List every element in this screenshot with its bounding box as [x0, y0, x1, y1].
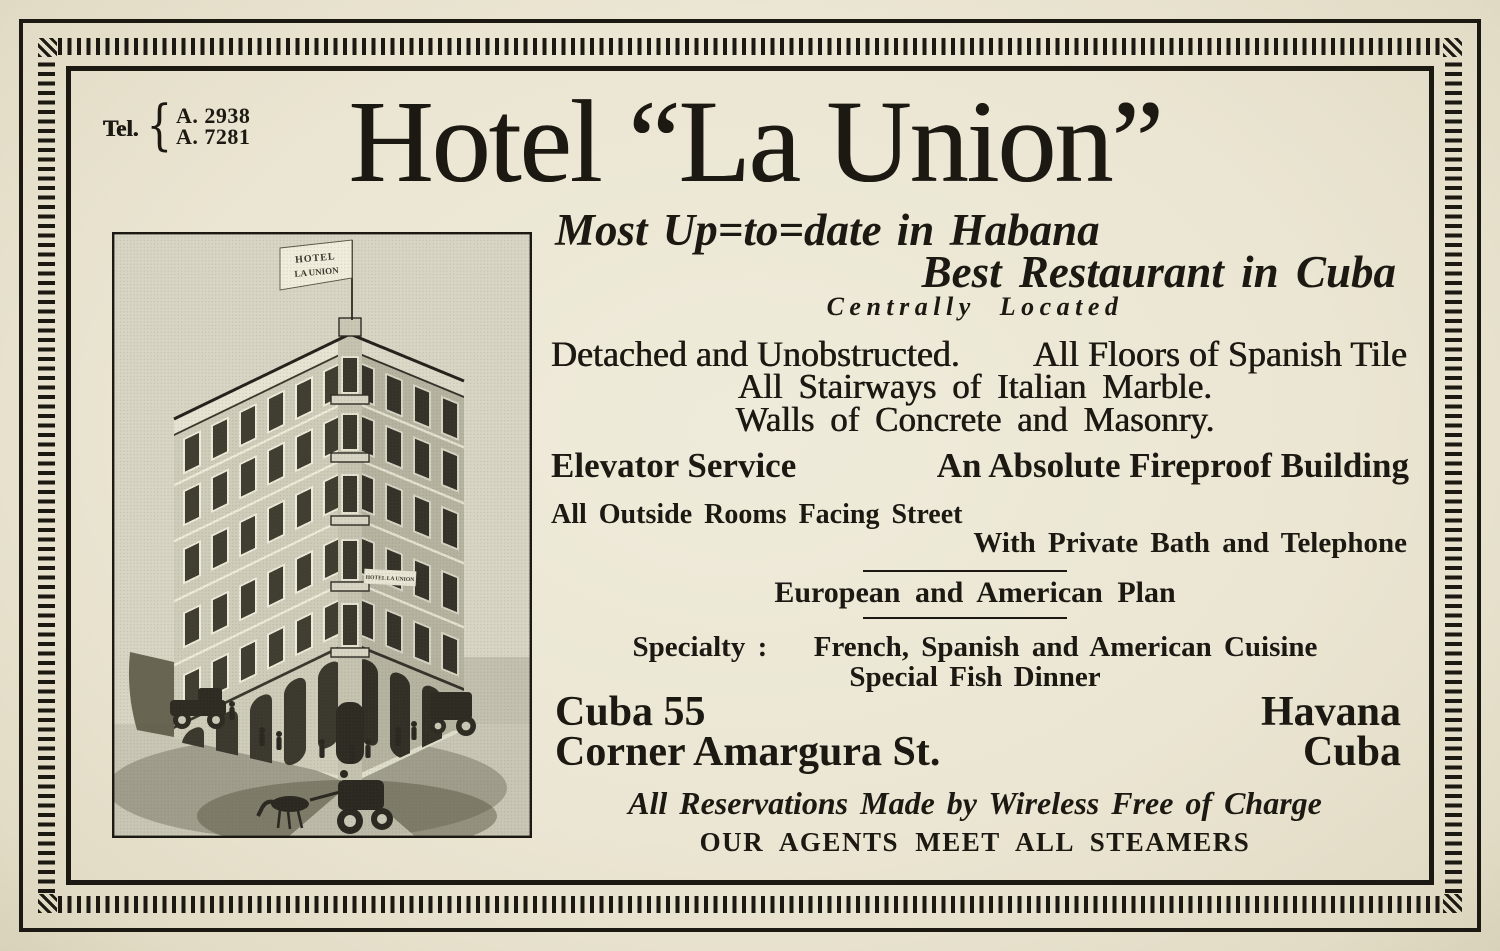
- footer-agents: OUR AGENTS MEET ALL STEAMERS: [699, 827, 1251, 857]
- telephone-block: [103, 94, 251, 158]
- address-street-2: Corner Amargura St.: [555, 729, 941, 775]
- feature-elevator: Elevator Service: [551, 446, 797, 485]
- dashed-border-left: [38, 58, 55, 893]
- feature-stairways: All Stairways of Italian Marble.: [737, 367, 1213, 406]
- dashed-border-corner: [1443, 894, 1462, 913]
- city-block: [1260, 689, 1401, 775]
- dashed-border-corner: [38, 38, 57, 57]
- feature-detached: Detached and Unobstructed.: [551, 334, 960, 374]
- divider-rule-bottom: [863, 617, 1067, 619]
- address-block: [555, 689, 941, 775]
- telephone-label: Tel.: [103, 116, 139, 141]
- feature-plan: European and American Plan: [774, 576, 1176, 609]
- dashed-border-right: [1445, 58, 1462, 893]
- brace-glyph: {: [146, 94, 173, 158]
- feature-walls: Walls of Concrete and Masonry.: [735, 400, 1215, 439]
- feature-fish: Special Fish Dinner: [849, 661, 1101, 693]
- hotel-building-engraving: [112, 232, 532, 838]
- divider-rule-top: [863, 570, 1067, 572]
- specialty-text: French, Spanish and American Cuisine: [813, 631, 1318, 663]
- feature-bath: With Private Bath and Telephone: [973, 527, 1407, 559]
- telephone-number-1: A. 2938: [176, 103, 251, 128]
- feature-rooms: All Outside Rooms Facing Street: [551, 499, 963, 530]
- copy-column: [535, 0, 1415, 951]
- address-city: Havana: [1260, 689, 1401, 735]
- specialty-label: Specialty :: [632, 631, 768, 663]
- footer-wireless: All Reservations Made by Wireless Free of Charge: [628, 785, 1322, 821]
- feature-tile: All Floors of Spanish Tile: [1032, 334, 1407, 374]
- address-country: Cuba: [1302, 729, 1401, 775]
- hotel-title: Hotel “La Union”: [348, 76, 1162, 207]
- telephone-number-2: A. 7281: [176, 124, 251, 149]
- dashed-border-corner: [1443, 38, 1462, 57]
- dashed-border-corner: [38, 894, 57, 913]
- subtitle-line-3: Centrally Located: [826, 292, 1124, 321]
- address-street-1: Cuba 55: [555, 689, 706, 735]
- feature-fireproof: An Absolute Fireproof Building: [936, 446, 1409, 485]
- subtitle-line-2: Best Restaurant in Cuba: [921, 247, 1396, 297]
- subtitle-line-1: Most Up=to=date in Habana: [555, 205, 1100, 255]
